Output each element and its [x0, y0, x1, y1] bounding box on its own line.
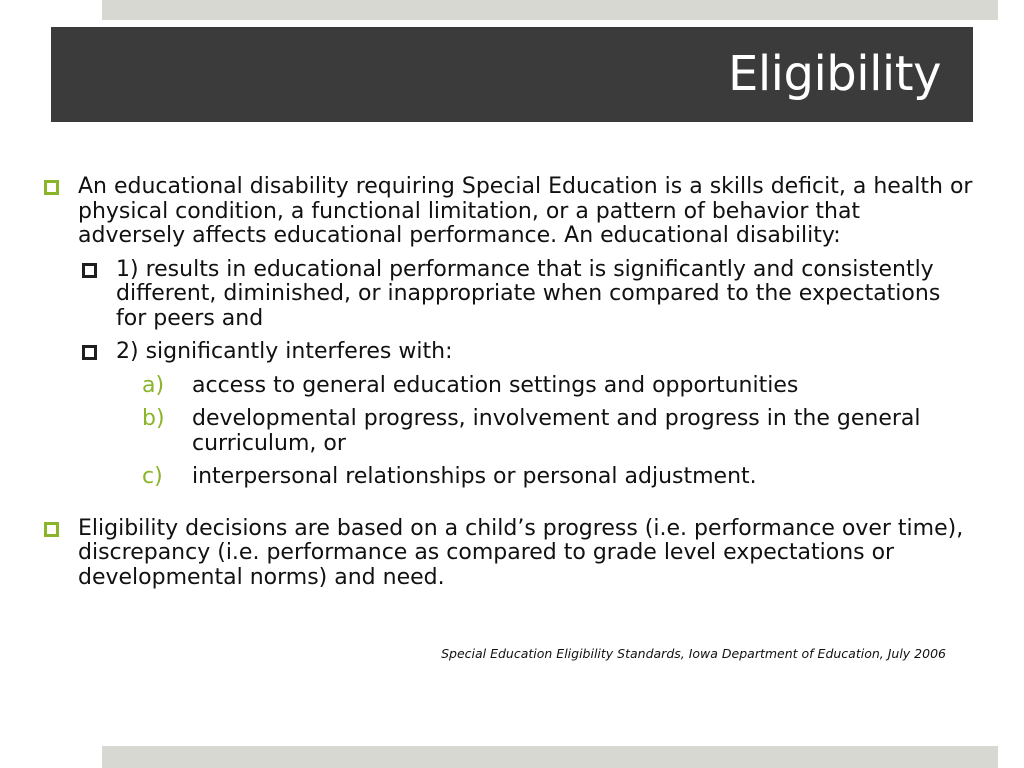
- bullet-paragraph-2: [44, 517, 974, 591]
- lettered-item-a-text: access to general education settings and opportunities: [192, 372, 799, 398]
- dark-square-bullet-icon: [82, 345, 97, 360]
- letter-marker-b: b): [142, 406, 165, 431]
- lettered-item-c: [44, 465, 974, 490]
- paragraph-1-text: An educational disability requiring Special Education is a skills deficit, a health or physical condition, a functional limitation, or a pattern of behavior that adversely affects educational performance. An educational disability:: [78, 174, 973, 248]
- sub-bullet-1: [44, 258, 974, 332]
- letter-marker-c: c): [142, 464, 163, 489]
- green-square-bullet-icon: [44, 180, 59, 195]
- slide-title: Eligibility: [727, 46, 941, 102]
- dark-square-bullet-icon: [82, 263, 97, 278]
- green-square-bullet-icon: [44, 522, 59, 537]
- citation: Special Education Eligibility Standards, Iowa Department of Education, July 2006: [441, 646, 946, 661]
- bottom-decorative-band: [102, 746, 998, 768]
- letter-marker-a: a): [142, 372, 165, 398]
- lettered-item-c-text: interpersonal relationships or personal adjustment.: [192, 464, 757, 489]
- bullet-paragraph-1: [44, 175, 974, 249]
- sub-bullet-2: [44, 340, 974, 365]
- paragraph-2-text: Eligibility decisions are based on a child’s progress (i.e. performance over time), discrepancy (i.e. performance as compared to grade level expectations or developmental norms) and need.: [78, 515, 964, 590]
- lettered-item-a: [44, 374, 974, 399]
- top-decorative-band: [102, 0, 998, 20]
- title-bar: [51, 27, 973, 122]
- sub-bullet-2-text: 2) significantly interferes with:: [116, 339, 453, 364]
- lettered-item-b-text: developmental progress, involvement and progress in the general curriculum, or: [192, 406, 921, 456]
- sub-bullet-1-text: 1) results in educational performance that is significantly and consistently different, diminished, or inappropriate when compared to the expectations for peers and: [116, 256, 941, 331]
- slide-content: [44, 175, 974, 590]
- lettered-item-b: [44, 407, 974, 456]
